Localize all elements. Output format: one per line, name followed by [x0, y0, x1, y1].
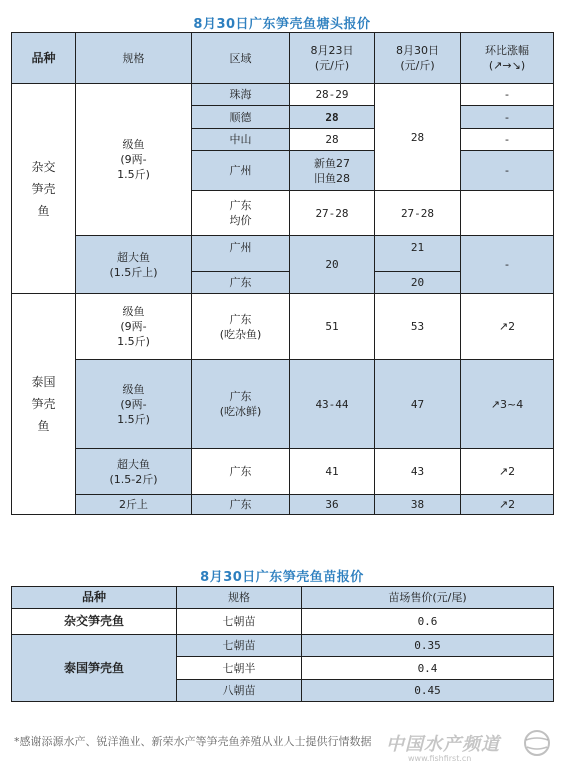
region-cell [192, 294, 290, 360]
change-cell: - [461, 236, 554, 294]
region-cell: 广东 [192, 449, 290, 495]
header-date1-unit: (元/斤) [314, 59, 350, 72]
change-cell: ↗2 [461, 495, 554, 515]
region-cell: 中山 [192, 129, 290, 151]
price2-cell: 38 [375, 495, 461, 515]
change-cell [461, 191, 554, 236]
hybrid-species-label: 杂交笋壳鱼 [31, 159, 56, 218]
spec-l2: (9两- [120, 397, 147, 411]
change-cell: ↗2 [461, 294, 554, 360]
header-region: 区域 [192, 33, 290, 84]
fry-hybrid-species: 杂交笋壳鱼 [12, 609, 177, 635]
fry-price-cell: 0.4 [302, 657, 554, 680]
region-l1: 广东 [229, 199, 252, 212]
region-l2: (吃杂鱼) [219, 327, 262, 341]
spec-l1: 级鱼 [122, 305, 145, 318]
change-cell: - [461, 129, 554, 151]
price2-cell: 47 [375, 360, 461, 449]
footnote: *感谢添源水产、锐洋渔业、新荣水产等笋壳鱼养殖从业人士提供行情数据 [14, 735, 372, 748]
fry-spec-cell: 八朝苗 [177, 680, 302, 702]
watermark-sub: www.fishfirst.cn [408, 754, 472, 763]
hybrid-grade-spec [76, 84, 192, 236]
hybrid-grade-spec-l3: 1.5斤) [117, 168, 150, 181]
change-cell: - [461, 106, 554, 129]
hybrid-grade-spec-l1: 级鱼 [122, 138, 145, 151]
header-date2-label: 8月30日 [396, 44, 439, 57]
hybrid-large-spec [76, 236, 192, 294]
fry-price-cell: 0.45 [302, 680, 554, 702]
region-cell: 广东 [192, 495, 290, 515]
fry-spec-cell: 七朝苗 [177, 635, 302, 657]
header-date2 [375, 33, 461, 84]
price1-cell: 28 [290, 129, 375, 151]
fry-spec-cell: 七朝苗 [177, 609, 302, 635]
pond-table-title: 8月30日广东笋壳鱼塘头报价 [193, 17, 371, 32]
price2-cell: 20 [375, 272, 461, 294]
header-change-sub: (↗→↘) [488, 59, 526, 72]
hybrid-grade-price2: 28 [375, 84, 461, 191]
hybrid-species [12, 84, 76, 294]
price1-old: 旧鱼28 [314, 171, 350, 185]
globe-icon [522, 728, 552, 758]
spec-l2: (9两- [120, 320, 147, 333]
spec-cell [76, 449, 192, 495]
thai-species [12, 294, 76, 515]
price2-cell: 53 [375, 294, 461, 360]
header-date1 [290, 33, 375, 84]
header-date2-unit: (元/斤) [400, 59, 435, 72]
change-cell: - [461, 84, 554, 106]
spec-l2: (1.5-2斤) [109, 472, 158, 486]
spec-cell [76, 294, 192, 360]
watermark-text: 中国水产频道 [386, 734, 500, 755]
fry-price-cell: 0.35 [302, 635, 554, 657]
spec-cell: 2斤上 [76, 495, 192, 515]
hybrid-large-price1: 20 [290, 236, 375, 294]
price1-cell: 28 [290, 106, 375, 129]
price2-cell: 21 [375, 236, 461, 272]
region-cell: 广州 [192, 151, 290, 191]
region-cell: 广州 [192, 236, 290, 272]
region-cell [192, 360, 290, 449]
header-spec: 规格 [76, 33, 192, 84]
fry-price-table [11, 586, 554, 702]
spec-cell [76, 360, 192, 449]
price1-cell: 27-28 [290, 191, 375, 236]
price1-new: 新鱼27 [314, 156, 350, 170]
price1-cell: 43-44 [290, 360, 375, 449]
fry-spec-cell: 七朝半 [177, 657, 302, 680]
thai-species-label: 泰国笋壳鱼 [31, 375, 56, 433]
fry-price-cell: 0.6 [302, 609, 554, 635]
region-l2: 均价 [229, 214, 252, 227]
region-cell: 珠海 [192, 84, 290, 106]
fry-header-spec: 规格 [177, 587, 302, 609]
change-cell: ↗2 [461, 449, 554, 495]
region-l2: (吃冰鲜) [219, 405, 262, 418]
region-l1: 广东 [229, 312, 252, 326]
pond-price-table [11, 32, 554, 515]
header-species: 品种 [12, 33, 76, 84]
hybrid-grade-spec-l2: (9两- [120, 153, 147, 166]
price1-cell: 51 [290, 294, 375, 360]
region-cell: 广东 [192, 272, 290, 294]
price1-cell: 36 [290, 495, 375, 515]
price1-cell: 28-29 [290, 84, 375, 106]
spec-l3: 1.5斤) [117, 335, 150, 348]
spec-l1: 超大鱼 [117, 457, 150, 471]
region-cell: 顺德 [192, 106, 290, 129]
fry-header-species: 品种 [12, 587, 177, 609]
spec-l3: 1.5斤) [117, 412, 150, 426]
fry-table-title: 8月30日广东笋壳鱼苗报价 [200, 570, 364, 585]
fry-header-price: 苗场售价(元/尾) [302, 587, 554, 609]
region-l1: 广东 [229, 390, 252, 403]
change-cell: - [461, 151, 554, 191]
hybrid-large-spec-l2: (1.5斤上) [109, 265, 158, 279]
spec-l1: 级鱼 [122, 382, 145, 396]
header-date1-label: 8月23日 [310, 44, 354, 57]
hybrid-large-spec-l1: 超大鱼 [117, 250, 150, 264]
price2-cell: 43 [375, 449, 461, 495]
header-change-label: 环比涨幅 [485, 44, 529, 57]
change-cell: ↗3~4 [461, 360, 554, 449]
fry-thai-species: 泰国笋壳鱼 [12, 635, 177, 702]
price1-cell [290, 151, 375, 191]
price1-cell: 41 [290, 449, 375, 495]
price2-cell: 27-28 [375, 191, 461, 236]
region-cell [192, 191, 290, 236]
watermark [386, 726, 556, 766]
header-change [461, 33, 554, 84]
